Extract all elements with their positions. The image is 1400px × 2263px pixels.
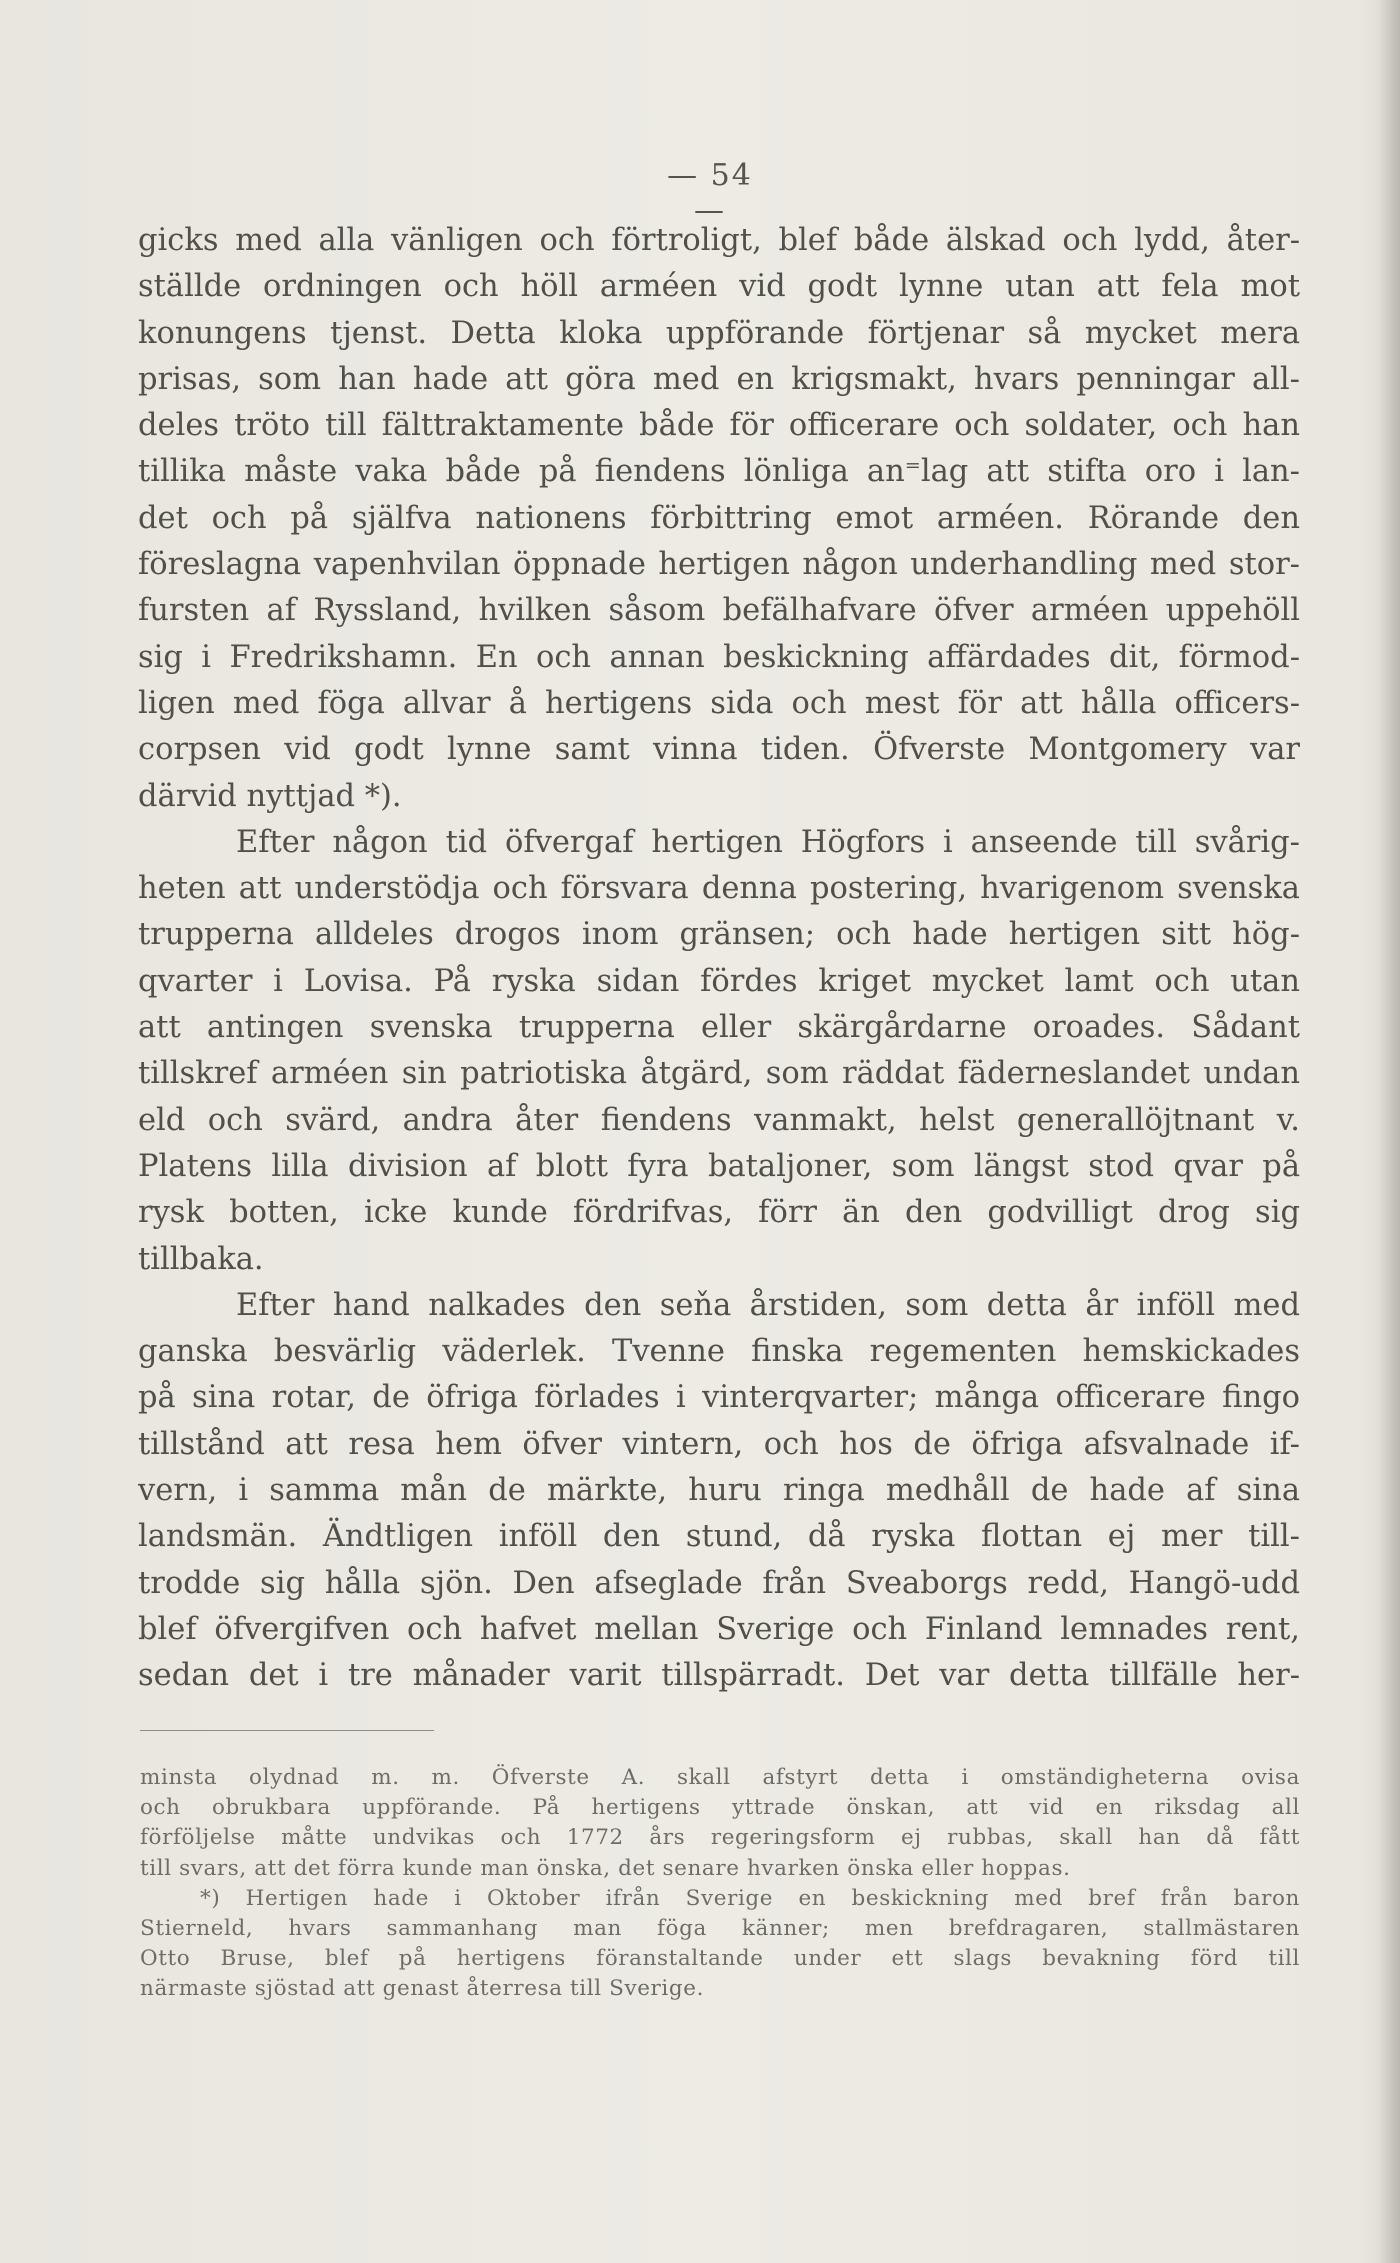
body-line: ställde ordningen och höll arméen vid godt lynne utan att fela mot	[138, 269, 1300, 305]
page-number: — 54 —	[667, 158, 753, 228]
body-line: heten att understödja och försvara denna postering, hvarigenom svenska	[138, 871, 1300, 907]
footnote-line: Stierneld, hvars sammanhang man föga känner; men brefdragaren, stallmästaren	[140, 1915, 1300, 1941]
body-line: vern, i samma mån de märkte, huru ringa medhåll de hade af sina	[138, 1473, 1300, 1509]
body-text	[138, 218, 1300, 1700]
body-line: på sina rotar, de öfriga förlades i vinterqvarter; många officerare fingo	[138, 1380, 1300, 1416]
footnote-start: *) Hertigen hade i Oktober ifrån Sverige en beskickning med bref från baron	[200, 1885, 1300, 1911]
footnote-line: Otto Bruse, blef på hertigens föranstaltande under ett slags bevakning förd till	[140, 1946, 1300, 1972]
body-line: trodde sig hålla sjön. Den afseglade från Sveaborgs redd, Hangö-udd	[138, 1565, 1300, 1601]
body-line: prisas, som han hade att göra med en krigsmakt, hvars penningar all-	[138, 361, 1300, 397]
page-edge-shadow	[1378, 0, 1400, 2263]
footnote-line: förföljelse måtte undvikas och 1772 års regeringsform ej rubbas, skall han då fått	[140, 1825, 1300, 1851]
body-line: tillstånd att resa hem öfver vintern, och hos de öfriga afsvalnade if-	[138, 1426, 1300, 1462]
body-line: corpsen vid godt lynne samt vinna tiden. Öfverste Montgomery var	[138, 732, 1300, 768]
body-line: blef öfvergifven och hafvet mellan Sverige och Finland lemnades rent,	[138, 1611, 1300, 1647]
body-line: qvarter i Lovisa. På ryska sidan fördes kriget mycket lamt och utan	[138, 963, 1300, 999]
body-line: ganska besvärlig väderlek. Tvenne finska regementen hemskickades	[138, 1334, 1300, 1370]
footnote-line: och obrukbara uppförande. På hertigens yttrade önskan, att vid en riksdag all	[140, 1795, 1300, 1821]
body-line: sedan det i tre månader varit tillspärradt. Det var detta tillfälle her-	[138, 1658, 1300, 1694]
paragraph-start: Efter hand nalkades den seňa årstiden, som detta år inföll med	[236, 1287, 1300, 1323]
body-line: gicks med alla vänligen och förtroligt, blef både älskad och lydd, åter-	[138, 223, 1300, 258]
paragraph-start: Efter någon tid öfvergaf hertigen Högfors i anseende till svårig-	[236, 824, 1300, 860]
body-line: fursten af Ryssland, hvilken såsom befälhafvare öfver arméen uppehöll	[138, 593, 1300, 629]
body-line: tillskref arméen sin patriotiska åtgärd, som räddat fäderneslandet undan	[138, 1056, 1300, 1092]
body-line: landsmän. Ändtligen inföll den stund, då ryska flottan ej mer till-	[138, 1519, 1300, 1555]
footnote-line: minsta olydnad m. m. Öfverste A. skall afstyrt detta i omständigheterna ovisa	[140, 1765, 1300, 1790]
footnotes	[140, 1763, 1300, 2005]
footnote-line: närmaste sjöstad att genast återresa till Sverige.	[140, 1976, 705, 2002]
body-line: föreslagna vapenhvilan öppnade hertigen någon underhandling med stor-	[138, 547, 1300, 583]
body-line: sig i Fredrikshamn. En och annan beskickning affärdades dit, förmod-	[138, 639, 1300, 675]
footnote-line: till svars, att det förra kunde man önska, det senare hvarken önska eller hoppas.	[140, 1855, 1071, 1881]
body-line: eld och svärd, andra åter fiendens vanmakt, helst generallöjtnant v.	[138, 1102, 1300, 1138]
body-line: deles tröto till fälttraktamente både för officerare och soldater, och han	[138, 408, 1300, 444]
body-line: tillbaka.	[138, 1241, 264, 1277]
body-line: rysk botten, icke kunde fördrifvas, förr än den godvilligt drog sig	[138, 1195, 1300, 1231]
body-line: trupperna alldeles drogos inom gränsen; och hade hertigen sitt hög-	[138, 917, 1300, 953]
footnote-divider	[140, 1730, 434, 1731]
body-line: därvid nyttjad *).	[138, 778, 402, 814]
body-line: tillika måste vaka både på fiendens lönliga an⁼lag att stifta oro i lan-	[138, 454, 1300, 490]
body-line: ligen med föga allvar å hertigens sida och mest för att hålla officers-	[138, 685, 1300, 721]
body-line: att antingen svenska trupperna eller skärgårdarne oroades. Sådant	[138, 1010, 1300, 1046]
body-line: det och på själfva nationens förbittring emot arméen. Rörande den	[138, 500, 1300, 536]
body-line: konungens tjenst. Detta kloka uppförande förtjenar så mycket mera	[138, 315, 1300, 351]
body-line: Platens lilla division af blott fyra bataljoner, som längst stod qvar på	[138, 1148, 1300, 1184]
